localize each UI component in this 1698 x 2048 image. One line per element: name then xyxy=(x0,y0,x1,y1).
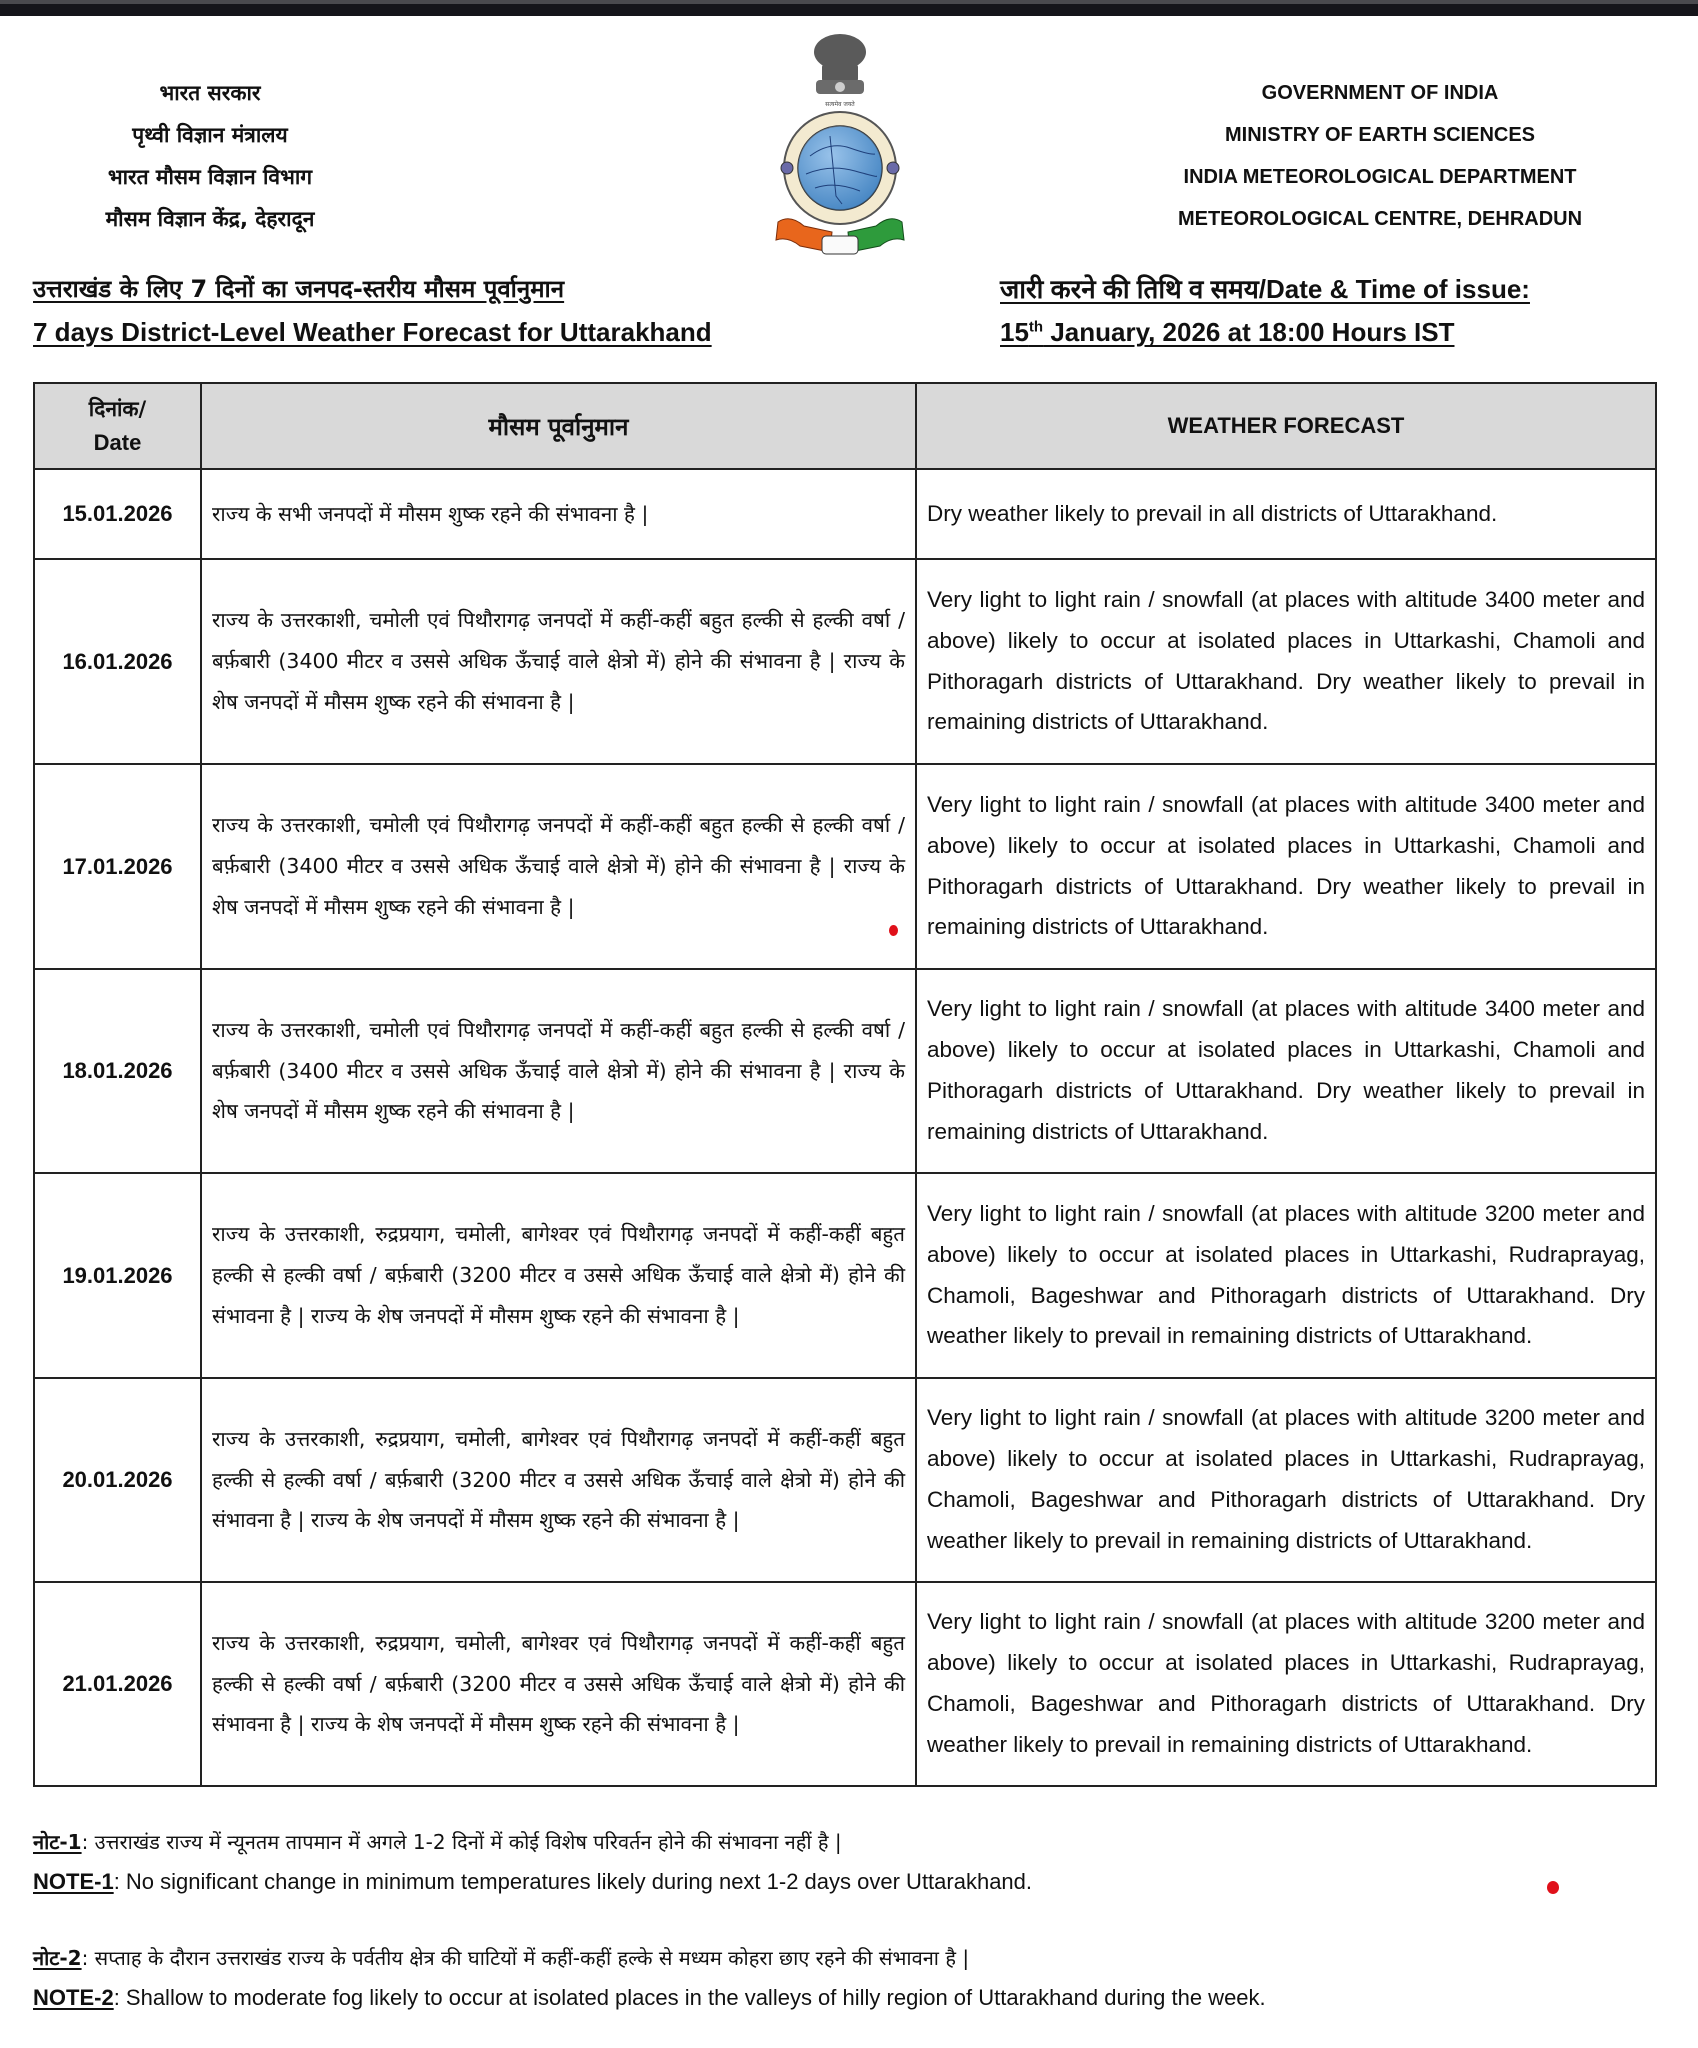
header-english-block xyxy=(1150,72,1610,240)
title-hindi: उत्तराखंड के लिए 7 दिनों का जनपद-स्तरीय मौसम पूर्वानुमान xyxy=(33,275,565,303)
note-2-hindi: नोट-2: सप्ताह के दौरान उत्तराखंड राज्य के पर्वतीय क्षेत्र की घाटियों में कहीं-कहीं हल्के से मध्यम कोहरा छाए रहने की संभावना है | xyxy=(33,1946,970,1970)
row-date: 21.01.2026 xyxy=(34,1582,201,1786)
row-forecast-hindi: राज्य के उत्तरकाशी, चमोली एवं पिथौरागढ़ जनपदों में कहीं-कहीं बहुत हल्की से हल्की वर्षा / बर्फ़बारी (3400 मीटर व उससे अधिक ऊँचाई वाले क्षेत्रो में) होने की संभावना है | राज्य के शेष जनपदों में मौसम शुष्क रहने की संभावना है | xyxy=(201,969,916,1173)
row-forecast-hindi: राज्य के उत्तरकाशी, रुद्रप्रयाग, चमोली, बागेश्वर एवं पिथौरागढ़ जनपदों में कहीं-कहीं बहुत हल्की से हल्की वर्षा / बर्फ़बारी (3200 मीटर व उससे अधिक ऊँचाई वाले क्षेत्रो में) होने की संभावना है | राज्य के शेष जनपदों में मौसम शुष्क रहने की संभावना है | xyxy=(201,1173,916,1378)
row-forecast-hindi: राज्य के उत्तरकाशी, रुद्रप्रयाग, चमोली, बागेश्वर एवं पिथौरागढ़ जनपदों में कहीं-कहीं बहुत हल्की से हल्की वर्षा / बर्फ़बारी (3200 मीटर व उससे अधिक ऊँचाई वाले क्षेत्रो में) होने की संभावना है | राज्य के शेष जनपदों में मौसम शुष्क रहने की संभावना है | xyxy=(201,1378,916,1582)
header-english-line: MINISTRY OF EARTH SCIENCES xyxy=(1224,124,1536,146)
note-2-english: NOTE-2: Shallow to moderate fog likely to occur at isolated places in the valleys of hilly region of Uttarakhand during the week. xyxy=(33,1985,1266,2010)
row-forecast-english: Very light to light rain / snowfall (at places with altitude 3400 meter and above) likely to occur at isolated places in Uttarkashi, Chamoli and Pithoragarh districts of Uttarakhand. Dry weather likely to prevail in remaining districts of Uttarakhand. xyxy=(916,559,1656,764)
row-forecast-hindi: राज्य के उत्तरकाशी, रुद्रप्रयाग, चमोली, बागेश्वर एवं पिथौरागढ़ जनपदों में कहीं-कहीं बहुत हल्की से हल्की वर्षा / बर्फ़बारी (3200 मीटर व उससे अधिक ऊँचाई वाले क्षेत्रो में) होने की संभावना है | राज्य के शेष जनपदों में मौसम शुष्क रहने की संभावना है | xyxy=(201,1582,916,1786)
svg-text:सत्यमेव जयते: सत्यमेव जयते xyxy=(825,101,855,108)
column-header-date: दिनांक/ Date xyxy=(34,383,201,469)
issue-label: जारी करने की तिथि व समय/Date & Time of issue: xyxy=(1000,274,1530,304)
table-row xyxy=(34,1582,1656,1786)
row-forecast-english: Very light to light rain / snowfall (at places with altitude 3200 meter and above) likely to occur at isolated places in Uttarkashi, Rudraprayag, Chamoli, Bageshwar and Pithoragarh districts of Uttarakhand. Dry weather likely to prevail in remaining districts of Uttarakhand. xyxy=(916,1173,1656,1378)
note-1-english: NOTE-1: No significant change in minimum temperatures likely during next 1-2 days over Uttarakhand. xyxy=(33,1869,1033,1894)
table-row xyxy=(34,1173,1656,1378)
table-row xyxy=(34,969,1656,1173)
title-english: 7 days District-Level Weather Forecast for Uttarakhand xyxy=(33,317,712,347)
header-hindi-line: मौसम विज्ञान केंद्र, देहरादून xyxy=(105,207,315,231)
row-forecast-english: Very light to light rain / snowfall (at places with altitude 3200 meter and above) likely to occur at isolated places in Uttarkashi, Rudraprayag, Chamoli, Bageshwar and Pithoragarh districts of Uttarakhand. Dry weather likely to prevail in remaining districts of Uttarakhand. xyxy=(916,1582,1656,1786)
row-forecast-english: Very light to light rain / snowfall (at places with altitude 3200 meter and above) likely to occur at isolated places in Uttarkashi, Rudraprayag, Chamoli, Bageshwar and Pithoragarh districts of Uttarakhand. Dry weather likely to prevail in remaining districts of Uttarakhand. xyxy=(916,1378,1656,1582)
table-row xyxy=(34,469,1656,559)
column-header-forecast-english: WEATHER FORECAST xyxy=(916,383,1656,469)
row-forecast-hindi: राज्य के उत्तरकाशी, चमोली एवं पिथौरागढ़ जनपदों में कहीं-कहीं बहुत हल्की से हल्की वर्षा / बर्फ़बारी (3400 मीटर व उससे अधिक ऊँचाई वाले क्षेत्रो में) होने की संभावना है | राज्य के शेष जनपदों में मौसम शुष्क रहने की संभावना है | xyxy=(201,559,916,764)
header-english-line: METEOROLOGICAL CENTRE, DEHRADUN xyxy=(1177,208,1583,230)
notes-section xyxy=(33,1822,1663,2018)
row-date: 19.01.2026 xyxy=(34,1173,201,1378)
header-hindi-line: पृथ्वी विज्ञान मंत्रालय xyxy=(132,123,288,147)
imd-emblem-icon xyxy=(770,26,910,258)
top-window-bar xyxy=(0,0,1698,16)
table-row xyxy=(34,764,1656,969)
table-header-row xyxy=(34,383,1656,469)
document-title xyxy=(33,268,712,354)
header-english-line: GOVERNMENT OF INDIA xyxy=(1261,82,1499,104)
column-header-forecast-hindi: मौसम पूर्वानुमान xyxy=(201,383,916,469)
row-date: 15.01.2026 xyxy=(34,469,201,559)
row-forecast-english: Very light to light rain / snowfall (at places with altitude 3400 meter and above) likely to occur at isolated places in Uttarkashi, Chamoli and Pithoragarh districts of Uttarakhand. Dry weather likely to prevail in remaining districts of Uttarakhand. xyxy=(916,969,1656,1173)
table-row xyxy=(34,1378,1656,1582)
red-dot-marker xyxy=(1547,1881,1559,1894)
note-1-hindi: नोट-1: उत्तराखंड राज्य में न्यूनतम तापमान में अगले 1-2 दिनों में कोई विशेष परिवर्तन होने की संभावना नहीं है | xyxy=(33,1830,842,1854)
row-date: 18.01.2026 xyxy=(34,969,201,1173)
row-date: 16.01.2026 xyxy=(34,559,201,764)
header-hindi-line: भारत मौसम विज्ञान विभाग xyxy=(107,165,313,189)
issue-value: 15th January, 2026 at 18:00 Hours IST xyxy=(1000,317,1455,347)
table-row xyxy=(34,559,1656,764)
header-hindi-block xyxy=(60,72,360,240)
row-forecast-hindi: राज्य के सभी जनपदों में मौसम शुष्क रहने की संभावना है | xyxy=(201,469,916,559)
row-forecast-english: Very light to light rain / snowfall (at places with altitude 3400 meter and above) likely to occur at isolated places in Uttarkashi, Chamoli and Pithoragarh districts of Uttarakhand. Dry weather likely to prevail in remaining districts of Uttarakhand. xyxy=(916,764,1656,969)
row-date: 20.01.2026 xyxy=(34,1378,201,1582)
header-english-line: INDIA METEOROLOGICAL DEPARTMENT xyxy=(1183,166,1577,188)
row-forecast-english: Dry weather likely to prevail in all districts of Uttarakhand. xyxy=(916,469,1656,559)
forecast-table xyxy=(33,382,1657,1787)
red-dot-marker xyxy=(889,925,898,936)
row-date: 17.01.2026 xyxy=(34,764,201,969)
header-hindi-line: भारत सरकार xyxy=(159,81,261,105)
row-forecast-hindi: राज्य के उत्तरकाशी, चमोली एवं पिथौरागढ़ जनपदों में कहीं-कहीं बहुत हल्की से हल्की वर्षा / बर्फ़बारी (3400 मीटर व उससे अधिक ऊँचाई वाले क्षेत्रो में) होने की संभावना है | राज्य के शेष जनपदों में मौसम शुष्क रहने की संभावना है | xyxy=(201,764,916,969)
issue-datetime xyxy=(1000,268,1530,354)
